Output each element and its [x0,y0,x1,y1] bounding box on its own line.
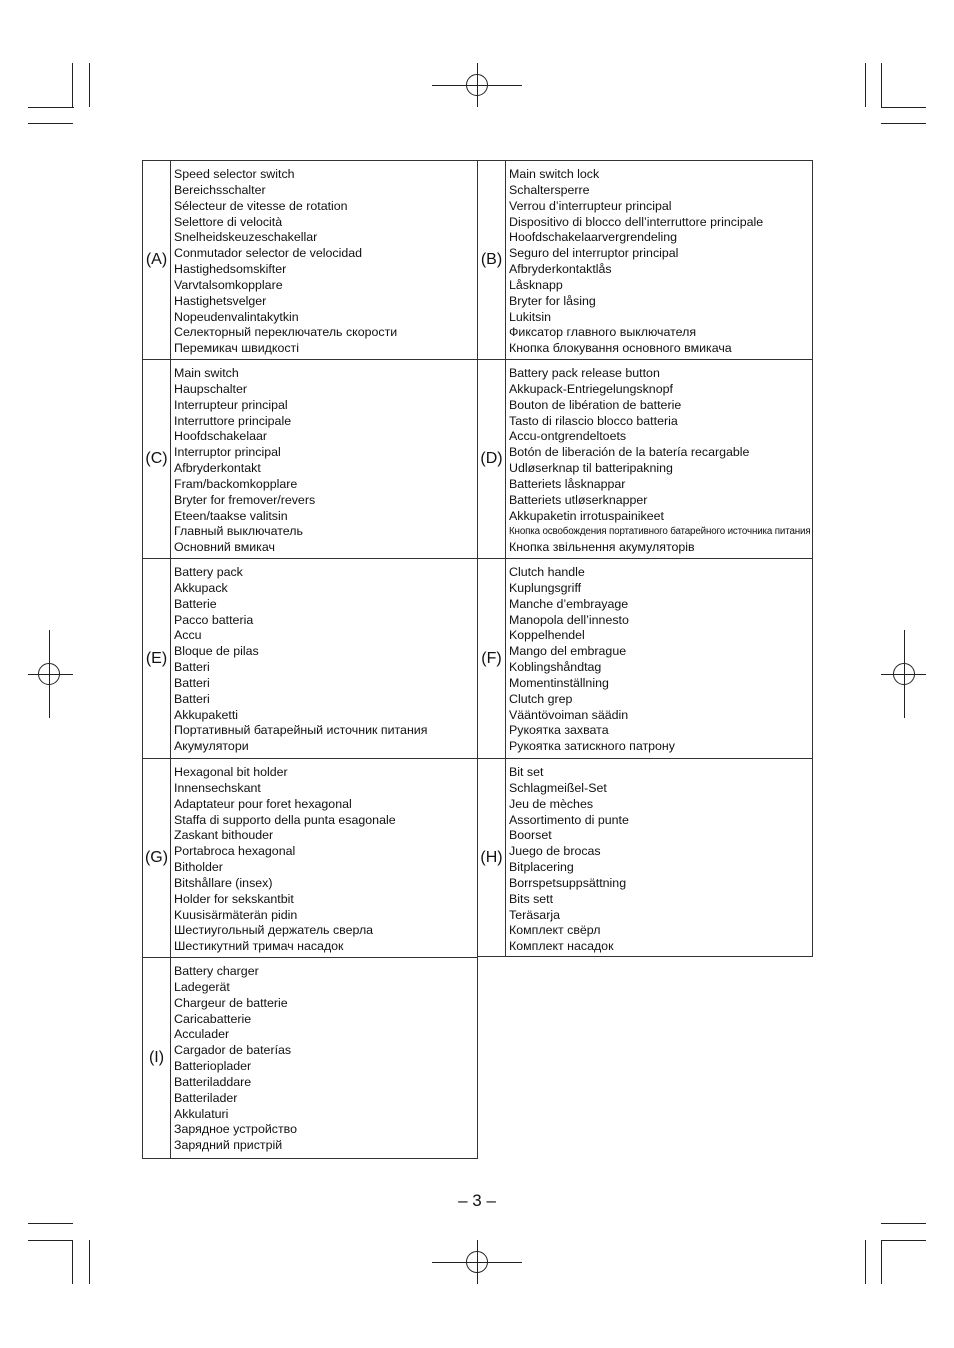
part-name: Caricabatterie [174,1011,252,1026]
part-name: Botón de liberación de la batería recargable [509,445,750,460]
part-name: Зарядний пристрій [174,1138,283,1153]
part-name: Sélecteur de vitesse de rotation [174,198,348,213]
part-name: Pacco batteria [174,612,254,627]
part-name: Tasto di rilascio blocco batteria [509,413,678,428]
part-name: Портативный батарейный источник питания [174,723,428,738]
part-label: (G) [143,759,171,957]
part-name: Перемикач швидкості [174,341,299,356]
part-cell-g [142,758,478,958]
part-name: Batteri [174,691,210,706]
part-name: Chargeur de batterie [174,995,288,1010]
part-name: Рукоятка затискного патрону [509,739,675,754]
part-name: Battery charger [174,964,259,978]
part-name: Holder for sekskantbit [174,891,294,906]
part-label: (E) [143,559,171,758]
part-name: Interruptor principal [174,445,281,460]
part-cell-e [142,558,478,759]
part-name: Batteri [174,660,210,675]
part-name: Portabroca hexagonal [174,844,296,859]
part-name: Conmutador selector de velocidad [174,246,363,261]
part-name: Кнопка звільнення акумуляторів [509,540,695,555]
part-name-list [509,366,811,556]
part-name: Главный выключатель [174,524,303,539]
part-name: Ladegerät [174,979,230,994]
part-name: Schlagmeißel-Set [509,780,607,795]
part-name: Batteriets utløserknapper [509,492,648,507]
part-name: Adaptateur pour foret hexagonal [174,796,352,811]
part-name: Selettore di velocità [174,214,283,229]
part-cell-a [142,160,478,360]
part-name: Akkupaketin irrotuspainikeet [509,508,664,523]
part-name: Hoofdschakelaarvergrendeling [509,230,678,245]
part-name: Jeu de mèches [509,796,594,811]
part-name: Snelheidskeuzeschakellar [174,230,318,245]
part-name: Комплект насадок [509,939,614,954]
part-label: (F) [478,559,506,758]
part-cell-h [477,758,813,957]
part-name: Bryter for fremover/revers [174,492,316,507]
part-name: Akkupack-Entriegelungsknopf [509,381,673,396]
part-name: Main switch lock [509,167,600,181]
part-name: Селекторный переключатель скорости [174,325,398,340]
part-cell-f [477,558,813,759]
part-name: Hexagonal bit holder [174,765,288,779]
part-name: Batterilader [174,1090,238,1105]
part-name: Acculader [174,1027,230,1042]
part-label: (A) [143,161,171,359]
part-cell-b [477,160,813,360]
part-name: Main switch [174,366,239,380]
part-name: Akkupaketti [174,707,239,722]
part-name: Batterie [174,596,217,611]
part-name: Clutch handle [509,565,585,579]
part-label: (I) [143,958,171,1158]
part-name: Bits sett [509,891,554,906]
part-name: Assortimento di punte [509,812,629,827]
part-name: Зарядное устройство [174,1122,297,1137]
part-name: Рукоятка захвата [509,723,609,738]
part-name: Hastighetsvelger [174,293,267,308]
part-name: Bryter for låsing [509,293,596,308]
part-cell-d [477,359,813,559]
part-name: Кнопка блокування основного вмикача [509,341,732,356]
part-name: Seguro del interruptor principal [509,246,679,261]
part-name: Vääntövoiman säädin [509,707,629,722]
part-name: Dispositivo di blocco dell’interruttore principale [509,214,764,229]
part-name: Akkupack [174,580,228,595]
part-name: Eteen/taakse valitsin [174,508,288,523]
page-number: – 3 – [458,1191,496,1210]
part-name: Borrspetsuppsättning [509,875,627,890]
part-name: Interrupteur principal [174,397,288,412]
part-name-list [509,565,808,755]
part-name: Hastighedsomskifter [174,262,287,277]
part-name: Bitholder [174,860,223,875]
part-name: Afbryderkontaktlås [509,262,612,277]
part-label: (C) [143,360,171,558]
part-name: Bitshållare (insex) [174,875,273,890]
part-name-list [509,167,808,357]
part-name: Teräsarja [509,907,560,922]
part-name: Koppelhendel [509,628,585,643]
part-name-list [174,565,473,755]
part-name: Manopola dell’innesto [509,612,629,627]
part-name: Кнопка освобождения портативного батарейного источника питания [509,526,811,538]
part-name: Batteriladdare [174,1074,252,1089]
part-name: Акумулятори [174,739,249,754]
part-name: Bitplacering [509,860,574,875]
part-name: Zaskant bithouder [174,828,274,843]
part-cell-i [142,957,478,1159]
part-name: Kuusisärmäterän pidin [174,907,298,922]
part-name: Juego de brocas [509,844,601,859]
part-name: Batteriets låsknappar [509,476,626,491]
part-name: Innensechskant [174,780,261,795]
part-name: Шестикутний тримач насадок [174,939,344,954]
part-name-list [174,765,473,955]
part-name: Bit set [509,765,544,779]
part-name: Afbryderkontakt [174,461,261,476]
part-name: Clutch grep [509,691,573,706]
part-cell-c [142,359,478,559]
part-name: Accu [174,628,202,643]
part-name: Bloque de pilas [174,644,259,659]
part-label: (D) [478,360,506,558]
part-name: Mango del embrague [509,644,627,659]
part-name: Haupschalter [174,381,248,396]
part-name: Комплект свёрл [509,923,601,938]
part-name: Koblingshåndtag [509,660,602,675]
part-name-list [174,366,473,556]
part-name: Akkulaturi [174,1106,229,1121]
part-name: Boorset [509,828,552,843]
part-name: Accu-ontgrendeltoets [509,429,627,444]
part-name: Nopeudenvalintakytkin [174,309,299,324]
part-name: Schaltersperre [509,182,590,197]
part-name: Verrou d’interrupteur principal [509,198,672,213]
part-name: Lukitsin [509,309,552,324]
part-name: Låsknapp [509,277,563,292]
part-name: Шестиугольный держатель сверла [174,923,374,938]
part-name-list [174,167,473,357]
part-name: Фиксатор главного выключателя [509,325,697,340]
part-label: (B) [478,161,506,359]
part-name: Interruttore principale [174,413,292,428]
part-name-list [174,964,473,1154]
part-name: Bouton de libération de batterie [509,397,682,412]
part-name-list [509,765,808,955]
part-name: Batteri [174,675,210,690]
part-name: Staffa di supporto della punta esagonale [174,812,396,827]
part-name: Battery pack [174,565,243,579]
part-name: Основний вмикач [174,540,275,555]
part-name: Batterioplader [174,1059,252,1074]
part-name: Varvtalsomkopplare [174,277,283,292]
part-name: Udløserknap til batteripakning [509,461,673,476]
part-name: Momentinställning [509,675,609,690]
part-name: Bereichsschalter [174,182,266,197]
part-name: Battery pack release button [509,366,660,380]
part-name: Fram/backomkopplare [174,476,298,491]
part-label: (H) [478,759,506,956]
part-name: Speed selector switch [174,167,295,181]
part-name: Kuplungsgriff [509,580,582,595]
part-name: Cargador de baterías [174,1043,292,1058]
part-name: Hoofdschakelaar [174,429,267,444]
part-name: Manche d’embrayage [509,596,629,611]
